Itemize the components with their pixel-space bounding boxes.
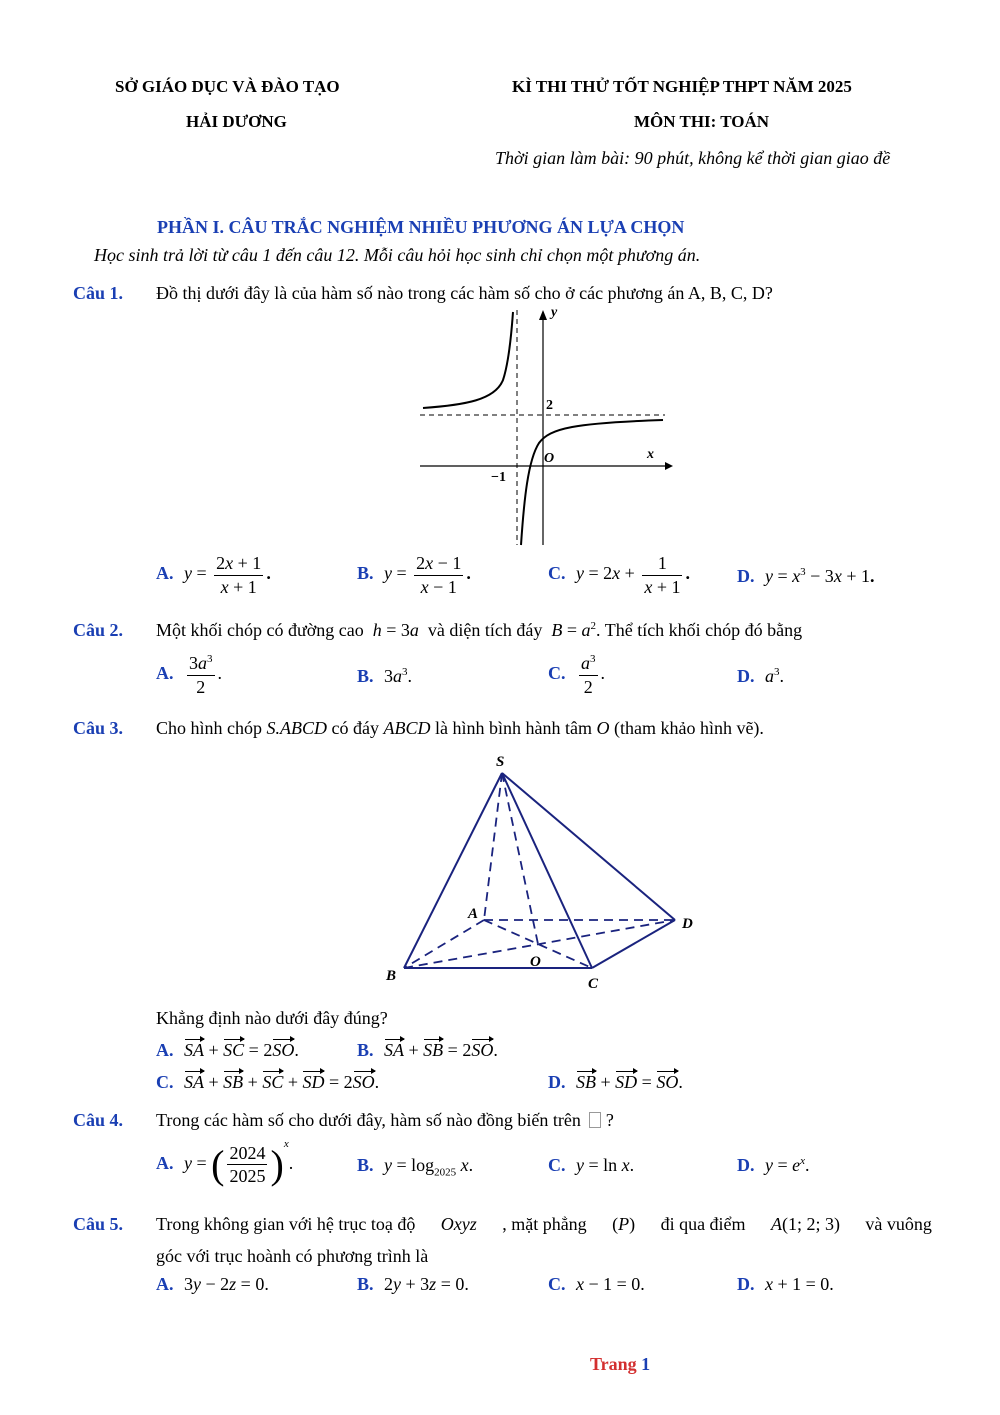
option-label: C. <box>548 1274 566 1294</box>
graph-x-label: x <box>647 447 654 462</box>
q2-option-d[interactable]: D. $a^3$. <box>737 666 784 686</box>
header-right-line3: Thời gian làm bài: 90 phút, không kể thời gian giao đề <box>495 148 891 168</box>
q2-text: Một khối chóp có đường cao h = 3a và diện tích đáy $B = a^2$. Thể tích khối chóp đó bằng <box>156 620 803 640</box>
q1-option-d[interactable]: D. $y = x^3 - 3x + 1$. <box>737 566 875 586</box>
q3-center: O <box>596 718 610 738</box>
q4-label: Câu 4. <box>73 1110 124 1130</box>
vertex-c-label: C <box>588 976 599 992</box>
header-right-line2: MÔN THI: TOÁN <box>634 112 770 131</box>
q5-text-line2: góc với trục hoành có phương trình là <box>156 1246 429 1266</box>
option-label: A. <box>156 1040 174 1060</box>
option-label: B. <box>357 1155 374 1175</box>
option-label: C. <box>548 663 566 684</box>
header-left-line1: SỞ GIÁO DỤC VÀ ĐÀO TẠO <box>115 77 340 96</box>
q3-pyramid: S.ABCD <box>266 718 327 738</box>
q4-tail: ? <box>605 1110 614 1130</box>
option-label: C. <box>156 1072 174 1092</box>
option-label: A. <box>156 1274 174 1294</box>
vertex-a-label: A <box>468 906 479 922</box>
q5-label: Câu 5. <box>73 1214 124 1234</box>
q5-point: A(1; 2; 3) <box>770 1214 840 1234</box>
vertex-b-label: B <box>386 968 397 984</box>
option-label: C. <box>548 563 566 584</box>
graph-minus-one-label: −1 <box>491 470 506 485</box>
q3-text-b: có đáy <box>331 718 379 738</box>
graph-two-label: 2 <box>546 398 553 413</box>
q3-option-a[interactable]: A. SA + SC = 2SO. <box>156 1040 299 1060</box>
header-right-line1: KÌ THI THỬ TỐT NGHIỆP THPT NĂM 2025 <box>512 77 852 96</box>
q5-text-d: và vuông <box>865 1214 932 1234</box>
q2-text-c: . Thể tích khối chóp đó bằng <box>596 620 803 640</box>
option-label: D. <box>737 1155 755 1175</box>
option-label: B. <box>357 1040 374 1060</box>
q3-base: ABCD <box>383 718 431 738</box>
q2-option-b[interactable]: B. $3a^3$. <box>357 666 413 686</box>
q1-text: Đồ thị dưới đây là của hàm số nào trong các hàm số cho ở các phương án A, B, C, D? <box>156 283 773 303</box>
option-label: B. <box>357 563 374 584</box>
q4-set-glyph <box>589 1112 601 1128</box>
q4-option-d[interactable]: D. $y = e^x$. <box>737 1155 810 1175</box>
vertex-d-label: D <box>682 916 693 932</box>
page-footer <box>590 1354 650 1375</box>
option-label: D. <box>737 566 755 586</box>
graph-y-label: y <box>551 305 558 320</box>
q3-text-d: (tham khảo hình vẽ). <box>613 718 764 738</box>
q4-option-c[interactable]: C. y = ln x. <box>548 1155 635 1175</box>
page-number: 1 <box>641 1354 651 1374</box>
page-word: Trang <box>590 1354 637 1374</box>
q5-text-b: , mặt phẳng <box>502 1214 587 1234</box>
option-label: B. <box>357 1274 374 1294</box>
q5-text-c: đi qua điểm <box>660 1214 746 1234</box>
q3-option-b[interactable]: B. SA + SB = 2SO. <box>357 1040 498 1060</box>
q3-text-a: Cho hình chóp <box>156 718 262 738</box>
q5-text-a: Trong không gian với hệ trục toạ độ <box>156 1214 416 1234</box>
q4-option-a[interactable]: A. y = ( $\frac{2024}{2025}$ )$^x$. <box>156 1138 294 1187</box>
q3-text-c: là hình bình hành tâm <box>434 718 592 738</box>
vertex-s-label: S <box>496 754 505 770</box>
q5-text <box>156 1214 932 1235</box>
q3-option-c[interactable]: C. SA + SB + SC + SD = 2SO. <box>156 1072 380 1092</box>
q2-text-a: Một khối chóp có đường cao <box>156 620 364 640</box>
q1-graph <box>415 300 675 550</box>
q5-option-d[interactable]: D. x + 1 = 0. <box>737 1274 834 1294</box>
q2-text-b: và diện tích đáy <box>427 620 543 640</box>
option-label: A. <box>156 663 174 684</box>
q5-option-c[interactable]: C. x − 1 = 0. <box>548 1274 645 1294</box>
header-left-line2: HẢI DƯƠNG <box>186 112 287 131</box>
q5-option-a[interactable]: A. 3y − 2z = 0. <box>156 1274 269 1294</box>
option-label: A. <box>156 1153 174 1173</box>
option-label: D. <box>737 666 755 686</box>
q1-option-c[interactable]: C. y = 2x + $\frac{1}{x + 1}$ . <box>548 553 690 597</box>
q1-option-a[interactable]: A. y = $\frac{2x + 1}{x + 1}$ . <box>156 553 271 597</box>
vertex-o-label: O <box>530 954 541 970</box>
q5-plane: (P) <box>612 1214 636 1234</box>
q3-label: Câu 3. <box>73 718 124 738</box>
q5-option-b[interactable]: B. 2y + 3z = 0. <box>357 1274 469 1294</box>
q4-text-main: Trong các hàm số cho dưới đây, hàm số nào đồng biến trên <box>156 1110 581 1130</box>
q5-oxyz: Oxyz <box>440 1214 477 1234</box>
option-label: A. <box>156 563 174 584</box>
q2-option-a[interactable]: A. $\frac{3a^3}{2}$ . <box>156 653 222 697</box>
graph-origin-label: O <box>544 451 555 466</box>
q3-option-d[interactable]: D. SB + SD = SO. <box>548 1072 683 1092</box>
option-label: D. <box>548 1072 566 1092</box>
q1-option-b[interactable]: B. y = $\frac{2x - 1}{x - 1}$ . <box>357 553 471 597</box>
option-label: B. <box>357 666 374 686</box>
section-instruction: Học sinh trả lời từ câu 1 đến câu 12. Mỗi câu hỏi học sinh chỉ chọn một phương án. <box>94 245 701 265</box>
q3-pyramid-figure <box>380 748 710 998</box>
q3-question: Khẳng định nào dưới đây đúng? <box>156 1008 388 1028</box>
q2-option-c[interactable]: C. $\frac{a^3}{2}$ . <box>548 653 605 697</box>
q1-label: Câu 1. <box>73 283 124 303</box>
q4-option-b[interactable]: B. $y = \log_{2025} x$. <box>357 1155 474 1179</box>
q2-label: Câu 2. <box>73 620 124 640</box>
q3-text <box>156 718 764 739</box>
q4-text <box>156 1110 614 1131</box>
section-title: PHẦN I. CÂU TRẮC NGHIỆM NHIỀU PHƯƠNG ÁN LỰA CHỌN <box>157 217 685 237</box>
option-label: C. <box>548 1155 566 1175</box>
option-label: D. <box>737 1274 755 1294</box>
